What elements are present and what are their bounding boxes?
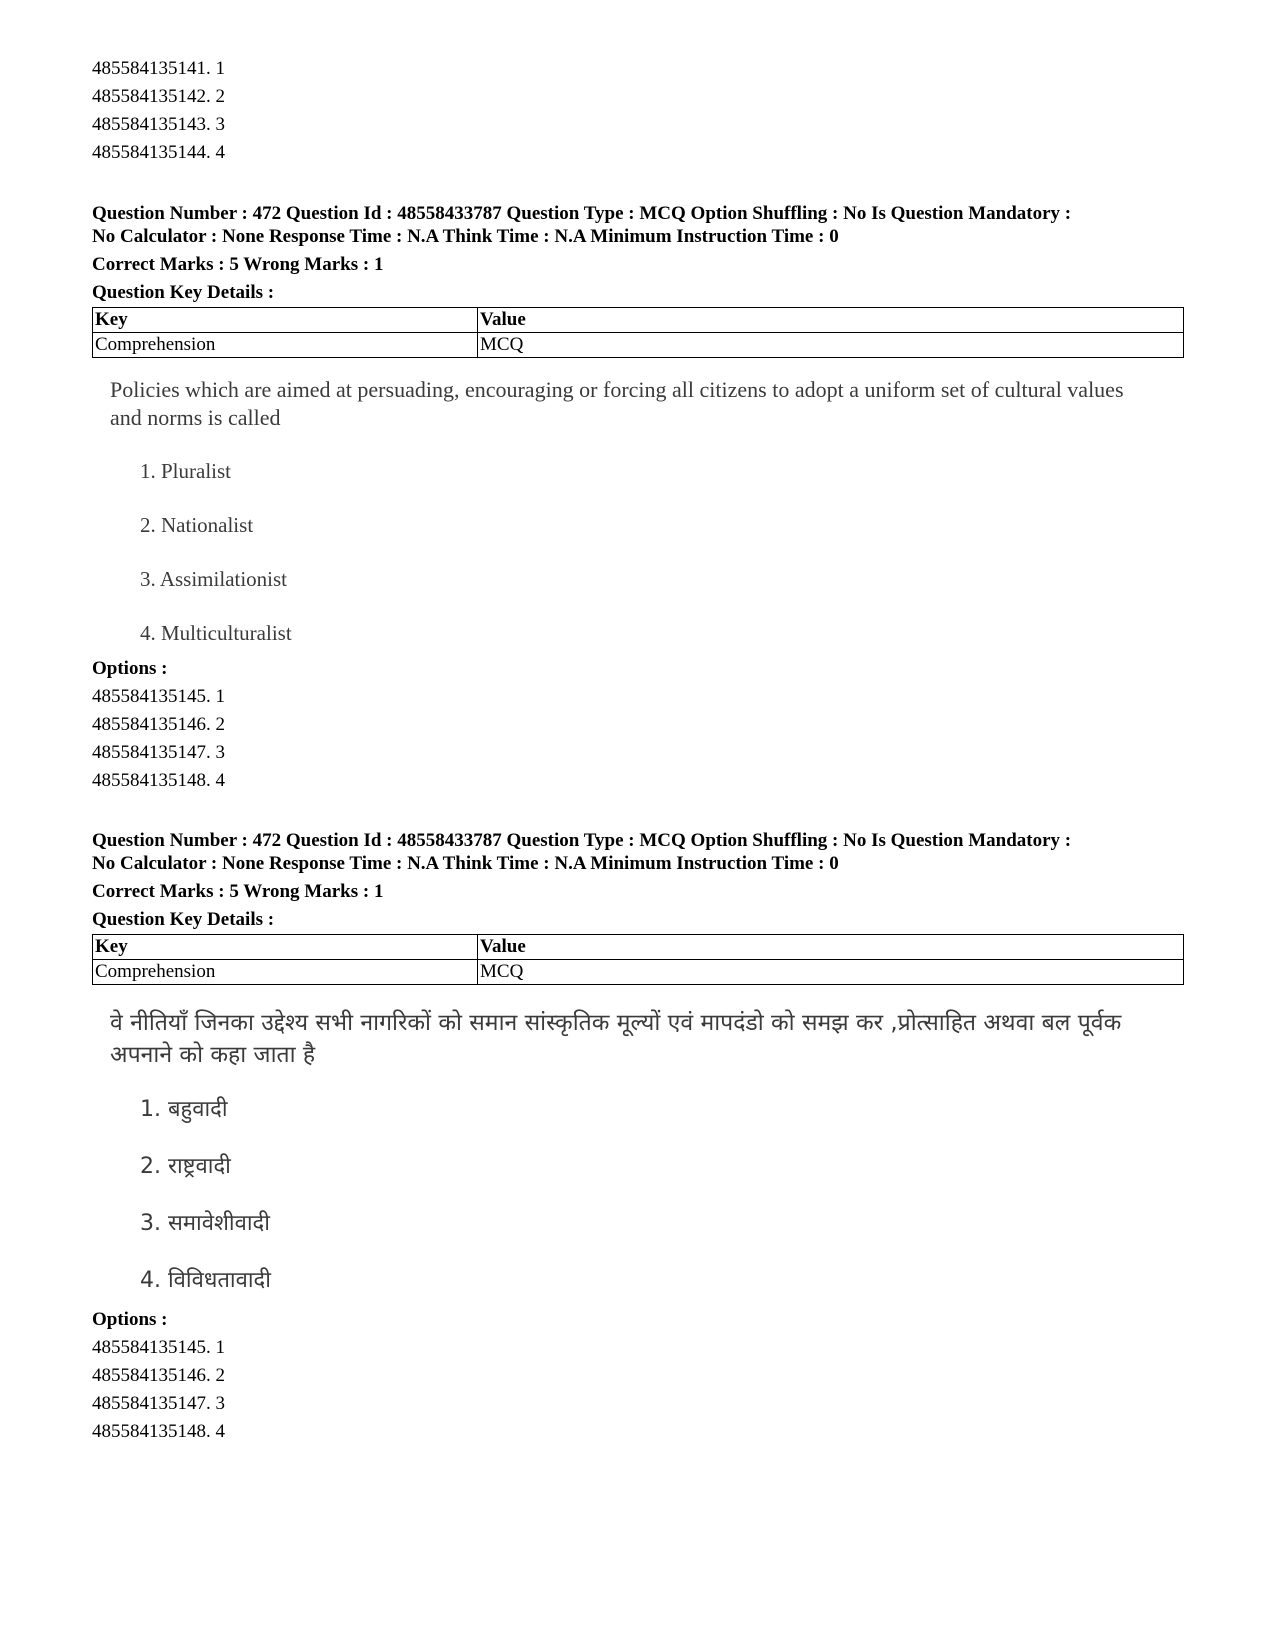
table-header-row [93,308,1184,333]
answer-choice: 2. Nationalist [140,513,254,537]
options-label: Options : [92,1309,168,1330]
key-details-label: Question Key Details : [92,282,275,303]
option-id-line: 485584135145. 1 [92,686,225,707]
option-id-line: 485584135146. 2 [92,1365,225,1386]
option-id-line: 485584135147. 3 [92,742,225,763]
answer-choice: 1. Pluralist [140,459,232,483]
question-meta-line-2: No Calculator : None Response Time : N.A Think Time : N.A Minimum Instruction Time : 0 [92,853,839,874]
option-id-line: 485584135144. 4 [92,142,225,163]
options-block-hindi [92,1306,225,1446]
option-id-line: 485584135143. 3 [92,114,225,135]
table-header-key: Key [93,935,478,960]
key-details-label: Question Key Details : [92,909,275,930]
table-header-key: Key [93,308,478,333]
answer-choice: 4. Multiculturalist [140,621,292,645]
answer-choice: 3. समावेशीवादी [140,1211,270,1236]
question-key-table [92,934,1184,985]
table-cell-value: MCQ [478,960,1184,985]
table-row [93,960,1184,985]
table-header-value: Value [478,935,1184,960]
previous-options-list [92,55,225,167]
question-key-table [92,307,1184,358]
option-id-line: 485584135148. 4 [92,770,225,791]
options-block-english [92,655,225,795]
question-text: Policies which are aimed at persuading, encouraging or forcing all citizens to adopt a uniform set of cultural values and norms is called [110,377,1124,430]
question-image [92,376,1184,660]
option-id-line: 485584135141. 1 [92,58,225,79]
answer-choice: 1. बहुवादी [140,1097,228,1122]
table-header-row [93,935,1184,960]
question-block-english [92,202,1184,660]
answer-choice: 4. विविधतावादी [140,1268,271,1293]
question-block-hindi [92,829,1184,1309]
question-meta-line-1: Question Number : 472 Question Id : 48558433787 Question Type : MCQ Option Shuffling : No Is Question Mandatory : [92,830,1072,851]
table-cell-key: Comprehension [93,960,478,985]
option-id-line: 485584135142. 2 [92,86,225,107]
question-meta-line-2: No Calculator : None Response Time : N.A Think Time : N.A Minimum Instruction Time : 0 [92,226,839,247]
answer-choice: 3. Assimilationist [140,567,288,591]
marks-line: Correct Marks : 5 Wrong Marks : 1 [92,254,384,275]
option-id-line: 485584135148. 4 [92,1421,225,1442]
option-id-line: 485584135145. 1 [92,1337,225,1358]
answer-choice: 2. राष्ट्रवादी [140,1154,231,1179]
table-cell-value: MCQ [478,333,1184,358]
table-header-value: Value [478,308,1184,333]
option-id-line: 485584135147. 3 [92,1393,225,1414]
table-cell-key: Comprehension [93,333,478,358]
question-text: वे नीतियाँ जिनका उद्देश्य सभी नागरिकों को समान सांस्कृतिक मूल्यों एवं मापदंडो को समझ कर ,प्रोत्साहित अथवा बल पूर्वक अपनाने को कहा जाता है [110,1010,1122,1068]
question-meta-line-1: Question Number : 472 Question Id : 48558433787 Question Type : MCQ Option Shuffling : No Is Question Mandatory : [92,203,1072,224]
marks-line: Correct Marks : 5 Wrong Marks : 1 [92,881,384,902]
option-id-line: 485584135146. 2 [92,714,225,735]
table-row [93,333,1184,358]
options-label: Options : [92,658,168,679]
question-image [92,1007,1184,1309]
